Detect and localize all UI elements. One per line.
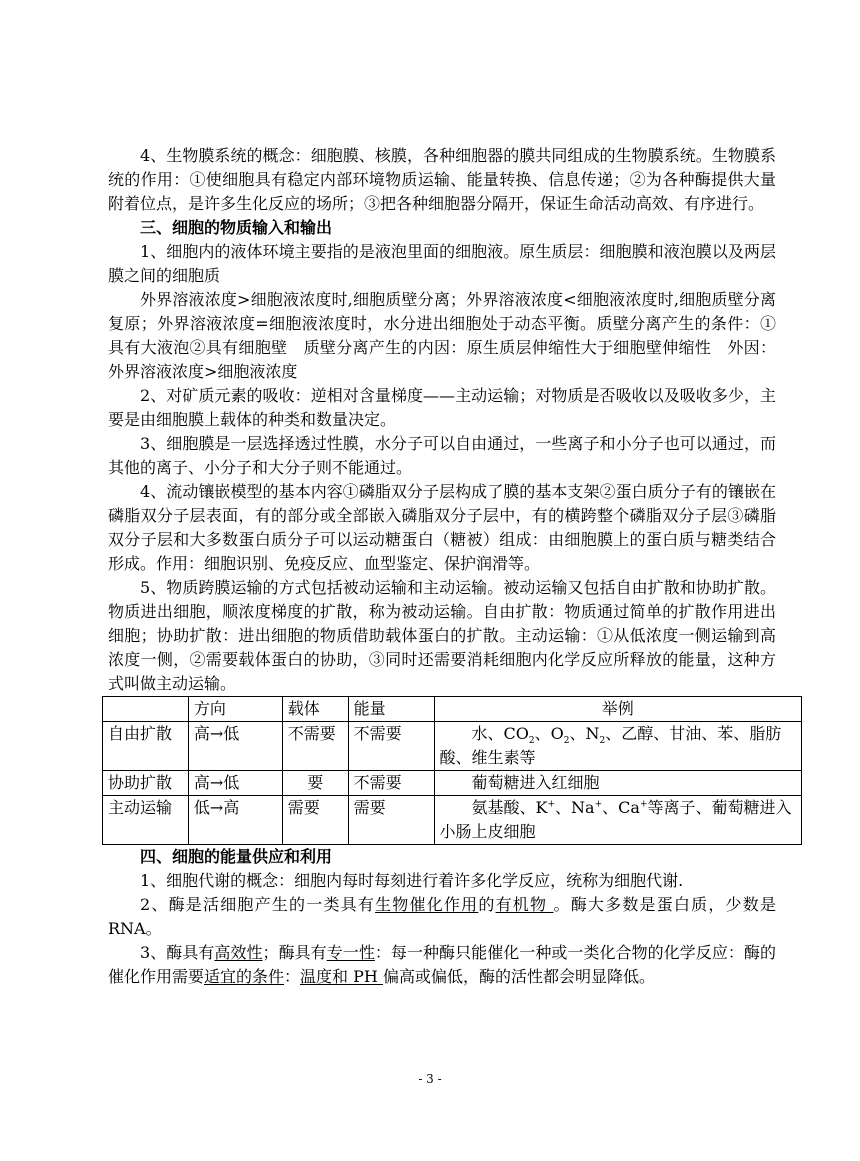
- table-cell: 不需要: [348, 722, 434, 771]
- table-cell: 需要: [348, 796, 434, 845]
- superscript: +: [547, 799, 556, 810]
- table-cell: 高→低: [188, 771, 282, 796]
- table-cell-example: 葡萄糖进入红细胞: [434, 771, 801, 796]
- table-cell: 需要: [282, 796, 348, 845]
- superscript: +: [639, 799, 648, 810]
- paragraph-selective-permeability: 3、细胞膜是一层选择透过性膜，水分子可以自由通过，一些离子和小分子也可以通过，而其他的离子、小分子和大分子则不能通过。: [108, 434, 776, 477]
- subscript: 2: [528, 736, 535, 747]
- superscript: +: [594, 799, 603, 810]
- text-run: 2、酶是活细胞产生的一类具有: [140, 895, 376, 914]
- table-cell: 主动运输: [103, 796, 189, 845]
- example-text: 、Na: [555, 798, 595, 817]
- section-heading-4: 四、细胞的能量供应和利用: [140, 847, 333, 866]
- underlined-term: 温度和 PH: [300, 967, 383, 986]
- table-header-cell: [103, 697, 189, 722]
- underlined-term: 专一性: [326, 943, 375, 962]
- paragraph-mineral-absorption: 2、对矿质元素的吸收：逆相对含量梯度——主动运输；对物质是否吸收以及吸收多少，主要是由细胞膜上载体的种类和数量决定。: [108, 386, 776, 429]
- example-text: 等离子、葡萄糖进入小肠上皮细胞: [439, 798, 792, 841]
- text-run: 的: [478, 895, 496, 914]
- underlined-term: 适宜的条件: [204, 967, 285, 986]
- table-cell: 不需要: [282, 722, 348, 771]
- transport-comparison-table: [102, 696, 802, 845]
- example-text: 水、CO: [471, 724, 529, 743]
- paragraph-fluid-mosaic-model: 4、流动镶嵌模型的基本内容①磷脂双分子层构成了膜的基本支架②蛋白质分子有的镶嵌在磷脂双分子层表面，有的部分或全部嵌入磷脂双分子层中，有的横跨整个磷脂双分子层③磷脂双分子层和大多数蛋白质分子可以运动糖蛋白（糖被）组成：由细胞膜上的蛋白质与糖类结合形成。作用：细胞识别、免疫反应、血型鉴定、保护润滑等。: [108, 482, 776, 573]
- table-cell-example: [434, 796, 801, 845]
- table-cell: 自由扩散: [103, 722, 189, 771]
- table-row: [103, 722, 802, 771]
- table-cell: 不需要: [348, 771, 434, 796]
- paragraph-cell-metabolism: 1、细胞代谢的概念：细胞内每时每刻进行着许多化学反应，统称为细胞代谢.: [140, 871, 684, 890]
- paragraph-biomembrane-system: 4、生物膜系统的概念：细胞膜、核膜，各种细胞器的膜共同组成的生物膜系统。生物膜系统的作用：①使细胞具有稳定内部环境物质运输、能量转换、信息传递；②为各种酶提供大量附着位点，是许多生化反应的场所；③把各种细胞器分隔开，保证生命活动高效、有序进行。: [108, 146, 776, 213]
- table-header-cell: 载体: [282, 697, 348, 722]
- document-page: [108, 144, 792, 989]
- example-text: 、N: [569, 724, 600, 743]
- underlined-term: 有机物: [495, 895, 554, 914]
- table-row: [103, 796, 802, 845]
- underlined-term: 高效性: [214, 943, 263, 962]
- example-text: 、O: [534, 724, 564, 743]
- text-run: 偏高或偏低，酶的活性都会明显降低。: [382, 967, 655, 986]
- example-text: 、乙醇、甘油、苯、脂肪酸、维生素等: [439, 724, 782, 767]
- paragraph-enzyme-definition: [108, 893, 776, 941]
- paragraph-transport-modes: 5、物质跨膜运输的方式包括被动运输和主动运输。被动运输又包括自由扩散和协助扩散。物质进出细胞，顺浓度梯度的扩散，称为被动运输。自由扩散：物质通过简单的扩散作用进出细胞；协助扩散：进出细胞的物质借助载体蛋白的扩散。主动运输：①从低浓度一侧运输到高浓度一侧，②需要载体蛋白的协助，③同时还需要消耗细胞内化学反应所释放的能量，这种方式叫做主动运输。: [108, 578, 776, 693]
- subscript: 2: [599, 736, 606, 747]
- table-header-cell: 方向: [188, 697, 282, 722]
- table-cell: 高→低: [188, 722, 282, 771]
- table-row: [103, 771, 802, 796]
- example-text: 、Ca: [602, 798, 640, 817]
- table-header-cell: 能量: [348, 697, 434, 722]
- table-header-cell: 举例: [434, 697, 801, 722]
- text-run: 3、酶具有: [140, 943, 215, 962]
- page-number: - 3 -: [418, 1072, 442, 1086]
- paragraph-plasmolysis: 外界溶液浓度>细胞液浓度时,细胞质壁分离；外界溶液浓度<细胞液浓度时,细胞质壁分离复原；外界溶液浓度=细胞液浓度时，水分进出细胞处于动态平衡。质壁分离产生的条件：①具有大液泡②具有细胞壁 质壁分离产生的内因：原生质层伸缩性大于细胞壁伸缩性 外因：外界溶液浓度>细胞液浓度: [108, 290, 776, 381]
- text-run: 。酶大多数是蛋白质，少数是RNA。: [108, 895, 776, 938]
- paragraph-cell-fluid: 1、细胞内的液体环境主要指的是液泡里面的细胞液。原生质层：细胞膜和液泡膜以及两层膜之间的细胞质: [108, 242, 776, 285]
- text-run: ：每一种酶只能催化一种或一类化合物的化学反应：酶的催化作用需要: [108, 943, 776, 986]
- underlined-term: 生物催化作用: [375, 895, 479, 914]
- example-text: 氨基酸、K: [471, 798, 548, 817]
- table-cell-example: [434, 722, 801, 771]
- table-cell: 要: [282, 771, 348, 796]
- paragraph-enzyme-properties: [108, 941, 776, 989]
- text-run: ；酶具有: [262, 943, 327, 962]
- table-header-row: [103, 697, 802, 722]
- table-cell: 协助扩散: [103, 771, 189, 796]
- table-cell: 低→高: [188, 796, 282, 845]
- section-heading-3: 三、细胞的物质输入和输出: [140, 218, 333, 237]
- subscript: 2: [563, 736, 570, 747]
- text-run: ：: [284, 967, 301, 986]
